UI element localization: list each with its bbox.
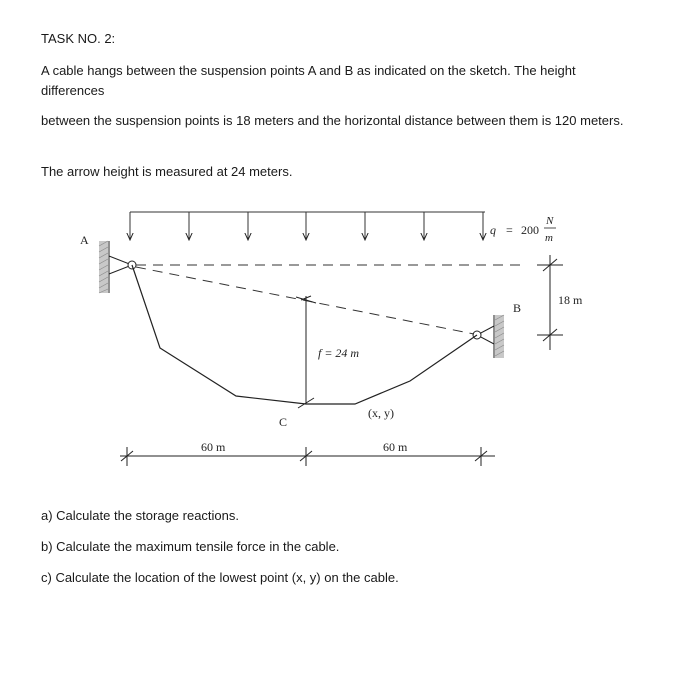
label-c: C — [279, 415, 288, 429]
point-xy-label: (x, y) — [368, 406, 394, 420]
question-b: b) Calculate the maximum tensile force in the cable. — [41, 539, 340, 554]
load-label — [490, 215, 556, 244]
span-right-label: 60 m — [383, 440, 408, 454]
question-c: c) Calculate the location of the lowest point (x, y) on the cable. — [41, 570, 399, 585]
span-dimension — [120, 447, 495, 466]
sag-label: f = 24 m — [318, 346, 360, 360]
load-unit-numerator: N — [546, 215, 554, 227]
cable-sketch — [0, 200, 686, 480]
label-b: B — [513, 301, 522, 315]
label-a: A — [80, 233, 89, 247]
question-a: a) Calculate the storage reactions. — [41, 508, 239, 523]
problem-paragraph-2: between the suspension points is 18 meters and the horizontal distance between them is 120 meters. — [41, 113, 624, 128]
task-title: TASK NO. 2: — [41, 31, 116, 46]
load-value: 200 — [521, 223, 539, 237]
problem-paragraph-1: A cable hangs between the suspension points A and B as indicated on the sketch. The height differences — [41, 63, 576, 98]
chord-line — [136, 267, 474, 334]
load-q-symbol: q — [490, 223, 496, 237]
cable — [132, 265, 477, 404]
problem-paragraph-3: The arrow height is measured at 24 meters. — [41, 164, 293, 179]
height-label: 18 m — [558, 293, 583, 307]
support-a — [99, 241, 136, 293]
support-b — [473, 315, 504, 358]
load-equals: = — [506, 223, 513, 237]
span-left-label: 60 m — [201, 440, 226, 454]
distributed-load — [130, 212, 485, 240]
load-unit-denominator: m — [545, 232, 553, 244]
